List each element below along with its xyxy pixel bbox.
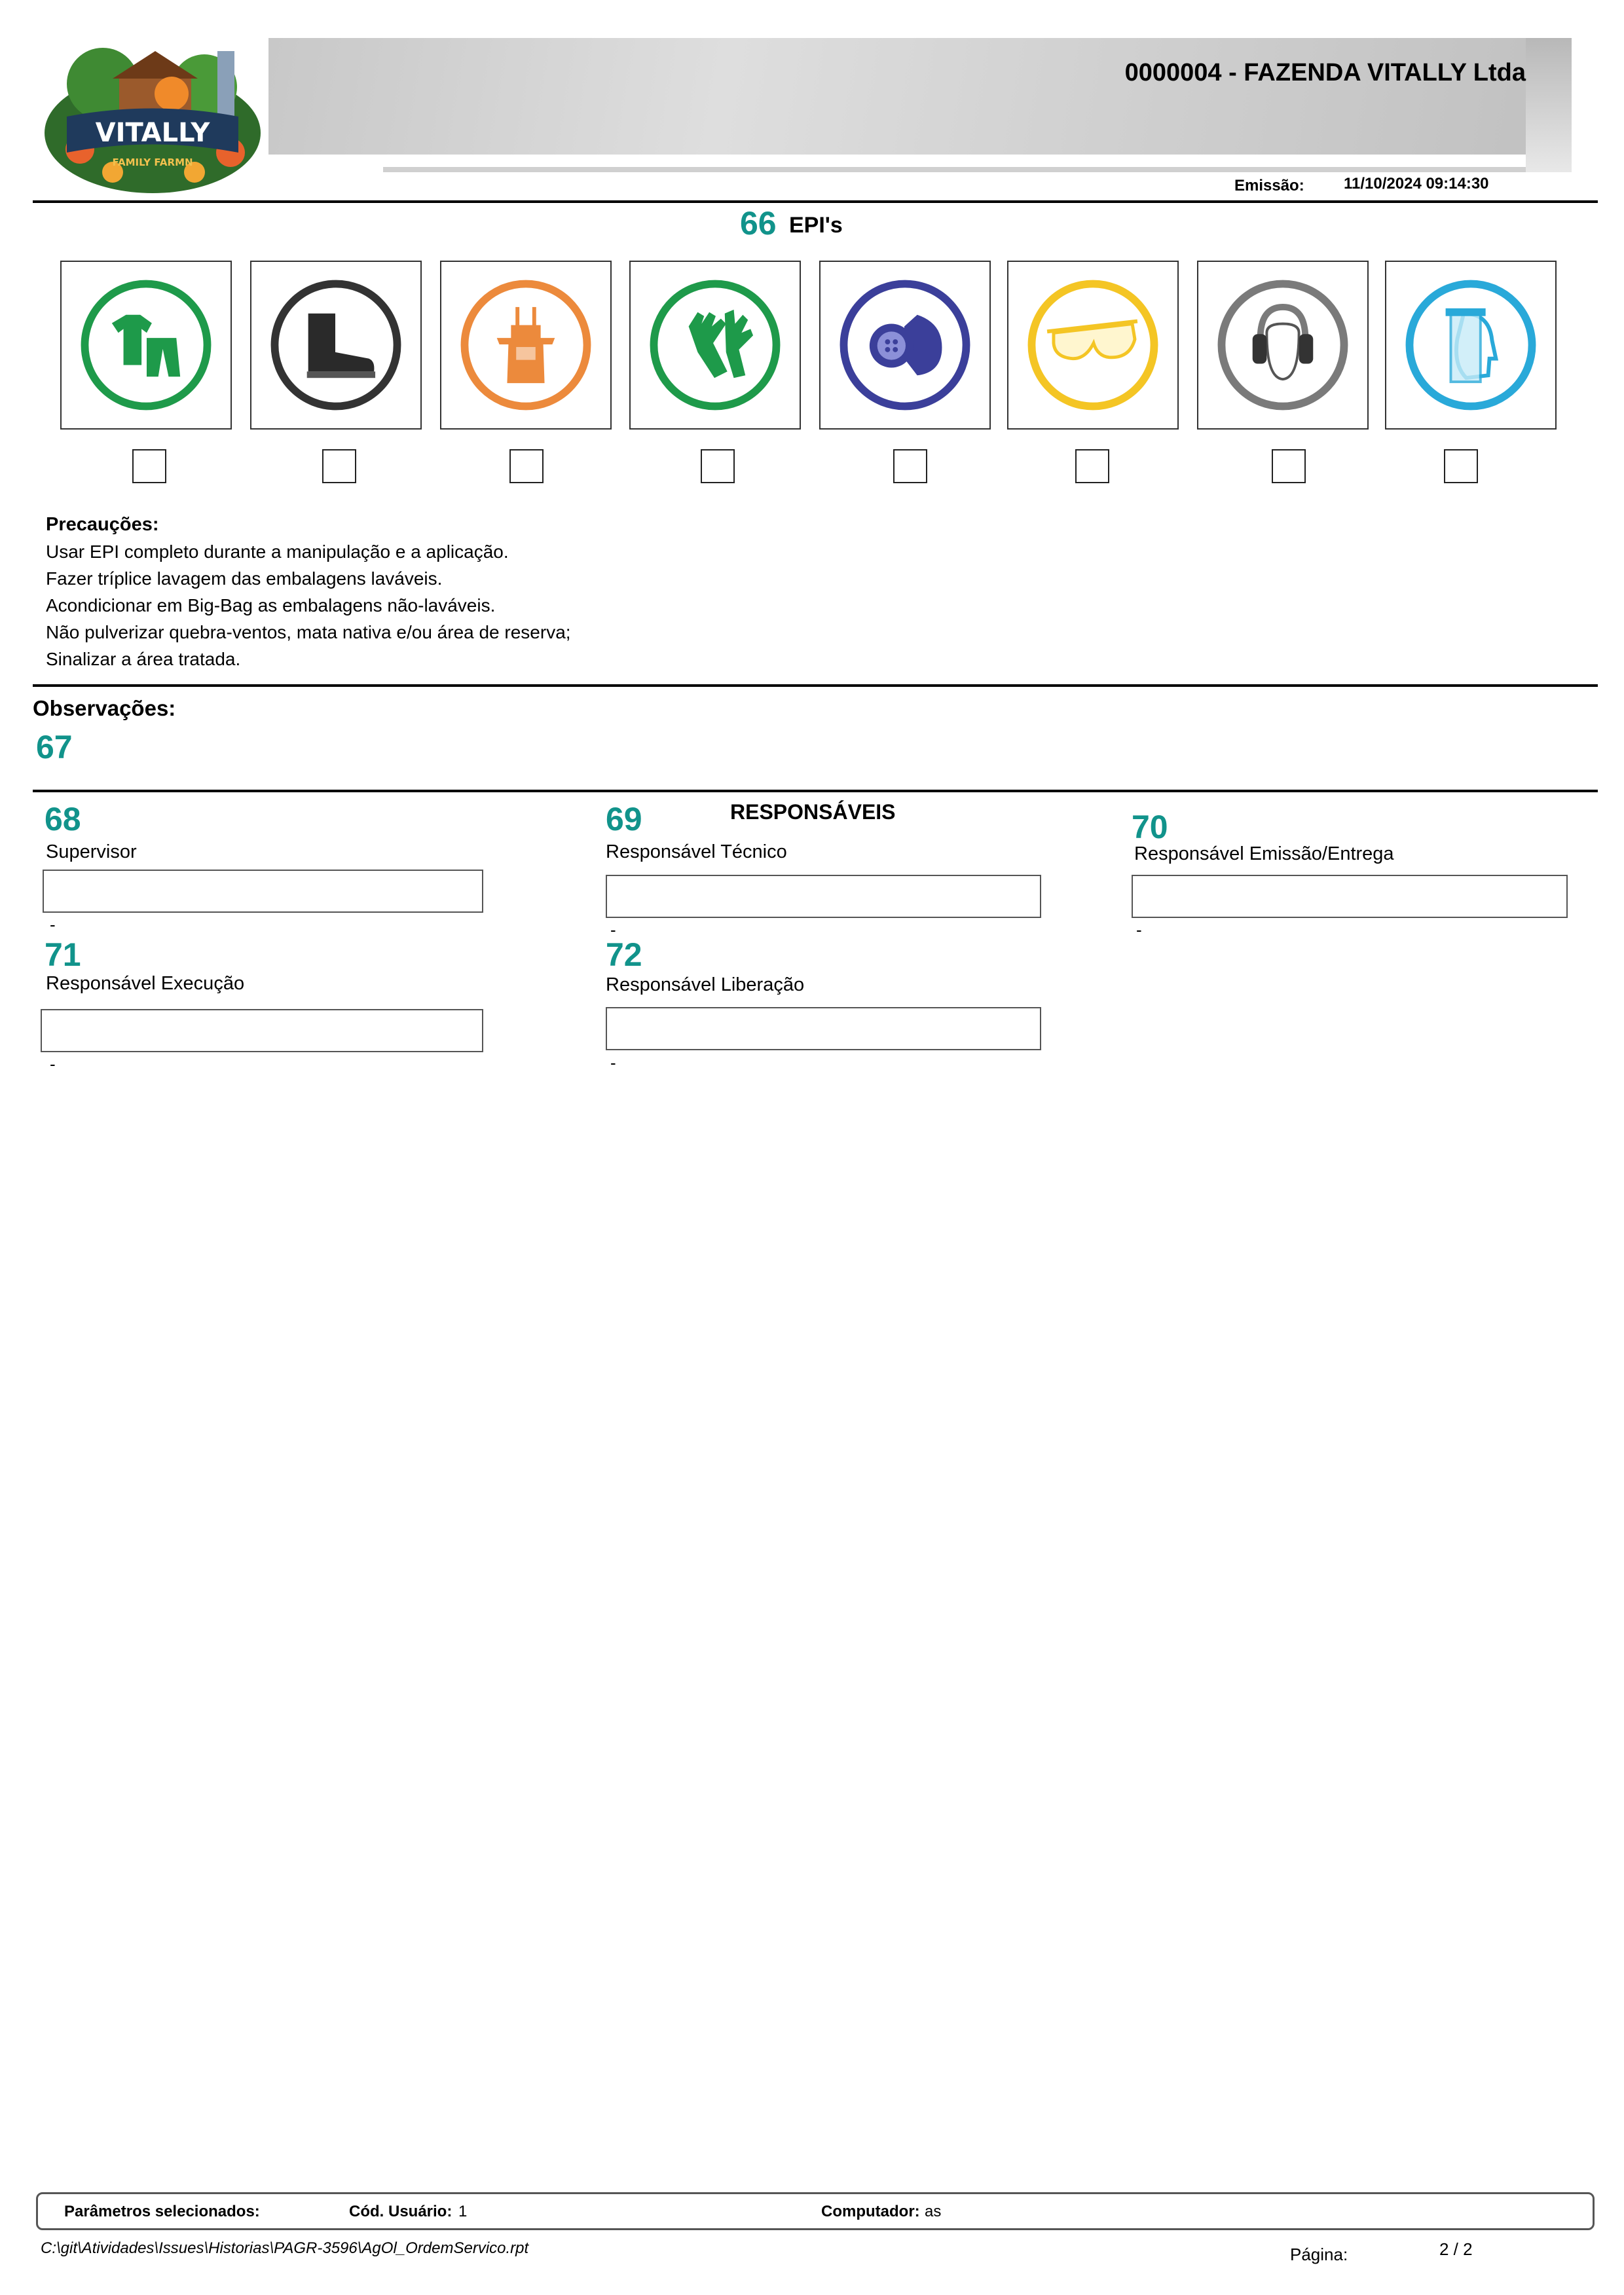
- company-logo: [41, 38, 265, 195]
- supervisor-signature-box[interactable]: [43, 870, 483, 913]
- execucao-marker: 71: [45, 936, 81, 973]
- logo-text: VITALLY: [95, 118, 210, 148]
- epi-face-shield-icon: [1385, 261, 1557, 430]
- supervisor-name: -: [50, 915, 56, 934]
- tecnico-marker: 69: [606, 801, 642, 837]
- epi-checkbox-ear-protection[interactable]: [1272, 449, 1306, 483]
- user-code-label: Cód. Usuário:: [349, 2203, 452, 2220]
- emissao-label: Responsável Emissão/Entrega: [1134, 843, 1394, 864]
- epi-gloves-icon: [629, 261, 801, 430]
- epi-checkbox-gloves[interactable]: [701, 449, 735, 483]
- header-divider: [33, 200, 1598, 203]
- epi-respirator-icon: [819, 261, 991, 430]
- epi-checkbox-safety-glasses[interactable]: [1075, 449, 1109, 483]
- execucao-label: Responsável Execução: [46, 973, 245, 994]
- epi-safety-glasses-icon: [1007, 261, 1179, 430]
- precaution-line: Sinalizar a área tratada.: [46, 649, 241, 669]
- observations-divider: [33, 790, 1598, 792]
- page-label: Página:: [1290, 2245, 1348, 2264]
- epi-checkbox-apron[interactable]: [509, 449, 544, 483]
- liberacao-marker: 72: [606, 936, 642, 973]
- company-name: 0000004 - FAZENDA VITALLY Ltda: [1124, 59, 1526, 86]
- supervisor-marker: 68: [45, 801, 81, 837]
- epi-section-marker: 66: [740, 205, 777, 242]
- precaution-line: Usar EPI completo durante a manipulação e a aplicação.: [46, 542, 509, 562]
- execucao-signature-box[interactable]: [41, 1009, 483, 1052]
- epi-checkbox-boot[interactable]: [322, 449, 356, 483]
- precaution-line: Não pulverizar quebra-ventos, mata nativa e/ou área de reserva;: [46, 622, 571, 642]
- responsibles-title: RESPONSÁVEIS: [730, 800, 896, 824]
- observations-title: Observações:: [33, 696, 176, 720]
- epi-checkbox-clothing[interactable]: [132, 449, 166, 483]
- issue-date-label: Emissão:: [1234, 177, 1304, 194]
- issue-date-value: 11/10/2024 09:14:30: [1344, 175, 1489, 193]
- header-banner-edge: [1526, 38, 1572, 172]
- params-label: Parâmetros selecionados:: [64, 2203, 260, 2220]
- footer-params-box: [36, 2192, 1595, 2230]
- observations-marker: 67: [36, 729, 73, 765]
- page-number: 2 / 2: [1439, 2239, 1473, 2259]
- precautions-title: Precauções:: [46, 514, 159, 535]
- epi-clothing-icon: [60, 261, 232, 430]
- logo-tagline: FAMILY FARMN: [112, 156, 193, 168]
- tecnico-label: Responsável Técnico: [606, 841, 787, 862]
- emissao-marker: 70: [1132, 809, 1168, 845]
- epi-checkbox-respirator[interactable]: [893, 449, 927, 483]
- precaution-line: Acondicionar em Big-Bag as embalagens não-laváveis.: [46, 595, 496, 615]
- epi-checkbox-face-shield[interactable]: [1444, 449, 1478, 483]
- computer-label: Computador:: [821, 2203, 920, 2220]
- epi-ear-protection-icon: [1197, 261, 1369, 430]
- liberacao-label: Responsável Liberação: [606, 974, 805, 995]
- tecnico-name: -: [610, 920, 616, 940]
- user-code-value: 1: [458, 2203, 468, 2220]
- computer-value: as: [925, 2203, 942, 2220]
- precautions-divider: [33, 684, 1598, 687]
- epi-apron-icon: [440, 261, 612, 430]
- supervisor-label: Supervisor: [46, 841, 137, 862]
- epi-boot-icon: [250, 261, 422, 430]
- emissao-name: -: [1136, 920, 1142, 940]
- tecnico-signature-box[interactable]: [606, 875, 1041, 918]
- emissao-signature-box[interactable]: [1132, 875, 1568, 918]
- precaution-line: Fazer tríplice lavagem das embalagens laváveis.: [46, 568, 443, 589]
- execucao-name: -: [50, 1054, 56, 1074]
- header-banner-underline: [383, 167, 1572, 172]
- epi-section-title: EPI's: [789, 213, 843, 238]
- liberacao-name: -: [610, 1053, 616, 1073]
- liberacao-signature-box[interactable]: [606, 1007, 1041, 1050]
- report-file-path: C:\git\Atividades\Issues\Historias\PAGR-3596\AgOl_OrdemServico.rpt: [41, 2239, 529, 2257]
- header-banner: [268, 38, 1572, 155]
